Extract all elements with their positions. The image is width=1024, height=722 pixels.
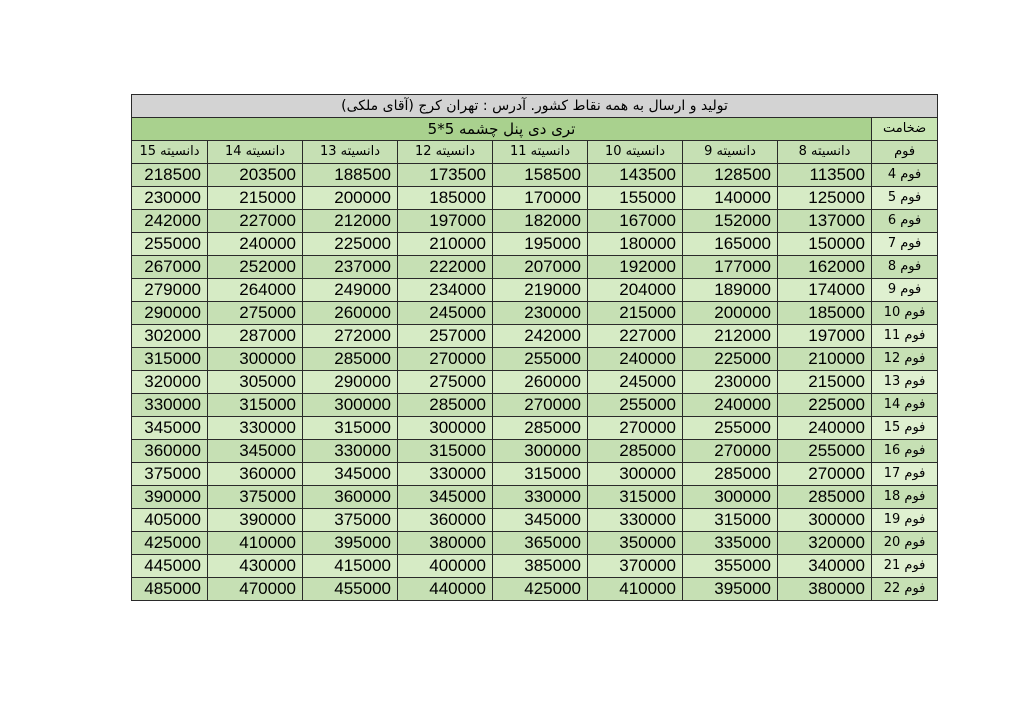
table-row	[132, 394, 938, 417]
price-cell: 290000	[132, 302, 208, 325]
foam-label-cell: فوم 16	[872, 440, 938, 463]
price-cell: 300000	[493, 440, 588, 463]
price-cell: 177000	[683, 256, 778, 279]
price-cell: 345000	[398, 486, 493, 509]
price-cell: 185000	[398, 187, 493, 210]
price-cell: 162000	[778, 256, 872, 279]
foam-label-cell: فوم 11	[872, 325, 938, 348]
price-cell: 330000	[398, 463, 493, 486]
price-cell: 445000	[132, 555, 208, 578]
table-row	[132, 440, 938, 463]
table-row	[132, 164, 938, 187]
price-cell: 335000	[683, 532, 778, 555]
table-row	[132, 256, 938, 279]
column-header-density: دانسیته 11	[493, 141, 588, 164]
price-cell: 155000	[588, 187, 683, 210]
price-cell: 455000	[303, 578, 398, 601]
price-cell: 390000	[132, 486, 208, 509]
page-title: تولید و ارسال به همه نقاط کشور. آدرس : تهران کرج (آقای ملکی)	[132, 95, 938, 118]
price-cell: 320000	[132, 371, 208, 394]
price-cell: 219000	[493, 279, 588, 302]
price-cell: 260000	[493, 371, 588, 394]
price-cell: 197000	[778, 325, 872, 348]
foam-label-cell: فوم 20	[872, 532, 938, 555]
price-cell: 242000	[132, 210, 208, 233]
price-cell: 204000	[588, 279, 683, 302]
foam-label-cell: فوم 19	[872, 509, 938, 532]
table-row	[132, 532, 938, 555]
price-table	[131, 94, 938, 601]
price-cell: 218500	[132, 164, 208, 187]
table-row	[132, 509, 938, 532]
price-cell: 410000	[208, 532, 303, 555]
price-cell: 210000	[398, 233, 493, 256]
price-cell: 345000	[132, 417, 208, 440]
price-cell: 234000	[398, 279, 493, 302]
price-cell: 113500	[778, 164, 872, 187]
price-cell: 290000	[303, 371, 398, 394]
column-header-density: دانسیته 9	[683, 141, 778, 164]
price-cell: 430000	[208, 555, 303, 578]
price-cell: 270000	[588, 417, 683, 440]
table-row	[132, 371, 938, 394]
price-cell: 330000	[493, 486, 588, 509]
price-cell: 158500	[493, 164, 588, 187]
foam-label-cell: فوم 22	[872, 578, 938, 601]
price-cell: 182000	[493, 210, 588, 233]
price-cell: 270000	[778, 463, 872, 486]
price-cell: 380000	[398, 532, 493, 555]
column-header-density: دانسیته 13	[303, 141, 398, 164]
price-cell: 285000	[588, 440, 683, 463]
price-cell: 227000	[588, 325, 683, 348]
table-row	[132, 578, 938, 601]
price-cell: 270000	[683, 440, 778, 463]
price-cell: 237000	[303, 256, 398, 279]
column-header-density: دانسیته 8	[778, 141, 872, 164]
price-cell: 189000	[683, 279, 778, 302]
price-cell: 264000	[208, 279, 303, 302]
price-cell: 255000	[683, 417, 778, 440]
price-cell: 305000	[208, 371, 303, 394]
price-cell: 188500	[303, 164, 398, 187]
price-cell: 185000	[778, 302, 872, 325]
price-cell: 285000	[493, 417, 588, 440]
price-cell: 400000	[398, 555, 493, 578]
price-cell: 315000	[208, 394, 303, 417]
price-cell: 345000	[493, 509, 588, 532]
table-row	[132, 348, 938, 371]
price-cell: 385000	[493, 555, 588, 578]
table-row	[132, 486, 938, 509]
table-row	[132, 210, 938, 233]
price-cell: 395000	[303, 532, 398, 555]
price-cell: 255000	[588, 394, 683, 417]
thickness-label: ضخامت	[872, 118, 938, 141]
price-cell: 167000	[588, 210, 683, 233]
price-cell: 330000	[132, 394, 208, 417]
price-cell: 375000	[303, 509, 398, 532]
price-cell: 212000	[303, 210, 398, 233]
price-cell: 192000	[588, 256, 683, 279]
price-cell: 300000	[303, 394, 398, 417]
price-cell: 360000	[398, 509, 493, 532]
price-cell: 240000	[208, 233, 303, 256]
foam-label-cell: فوم 4	[872, 164, 938, 187]
price-cell: 315000	[493, 463, 588, 486]
price-cell: 375000	[208, 486, 303, 509]
foam-label-cell: فوم 5	[872, 187, 938, 210]
price-cell: 302000	[132, 325, 208, 348]
price-cell: 279000	[132, 279, 208, 302]
price-cell: 212000	[683, 325, 778, 348]
price-cell: 180000	[588, 233, 683, 256]
column-header-density: دانسیته 14	[208, 141, 303, 164]
foam-label-cell: فوم 21	[872, 555, 938, 578]
price-cell: 150000	[778, 233, 872, 256]
foam-label-cell: فوم 8	[872, 256, 938, 279]
price-cell: 195000	[493, 233, 588, 256]
foam-label-cell: فوم 17	[872, 463, 938, 486]
price-cell: 425000	[132, 532, 208, 555]
price-cell: 340000	[778, 555, 872, 578]
price-cell: 410000	[588, 578, 683, 601]
price-cell: 345000	[303, 463, 398, 486]
price-cell: 330000	[303, 440, 398, 463]
price-cell: 227000	[208, 210, 303, 233]
price-cell: 225000	[683, 348, 778, 371]
price-cell: 200000	[683, 302, 778, 325]
price-cell: 440000	[398, 578, 493, 601]
price-cell: 200000	[303, 187, 398, 210]
foam-label-cell: فوم 6	[872, 210, 938, 233]
price-cell: 285000	[683, 463, 778, 486]
price-cell: 137000	[778, 210, 872, 233]
price-cell: 128500	[683, 164, 778, 187]
price-cell: 230000	[132, 187, 208, 210]
price-cell: 380000	[778, 578, 872, 601]
foam-label-cell: فوم 13	[872, 371, 938, 394]
price-cell: 143500	[588, 164, 683, 187]
foam-label-cell: فوم 15	[872, 417, 938, 440]
price-cell: 360000	[208, 463, 303, 486]
price-cell: 170000	[493, 187, 588, 210]
table-row	[132, 555, 938, 578]
price-cell: 257000	[398, 325, 493, 348]
table-row	[132, 463, 938, 486]
table-row	[132, 417, 938, 440]
price-cell: 215000	[588, 302, 683, 325]
price-table-body	[132, 95, 938, 601]
column-header-row	[132, 141, 938, 164]
foam-label-cell: فوم 14	[872, 394, 938, 417]
price-cell: 375000	[132, 463, 208, 486]
price-cell: 320000	[778, 532, 872, 555]
price-cell: 197000	[398, 210, 493, 233]
column-header-density: دانسیته 12	[398, 141, 493, 164]
price-cell: 300000	[588, 463, 683, 486]
price-cell: 215000	[208, 187, 303, 210]
table-row	[132, 279, 938, 302]
price-cell: 330000	[588, 509, 683, 532]
price-cell: 315000	[303, 417, 398, 440]
price-cell: 287000	[208, 325, 303, 348]
price-cell: 355000	[683, 555, 778, 578]
foam-label-cell: فوم 7	[872, 233, 938, 256]
price-cell: 245000	[588, 371, 683, 394]
price-cell: 300000	[398, 417, 493, 440]
product-subtitle: تری دی پنل چشمه 5*5	[132, 118, 872, 141]
price-cell: 152000	[683, 210, 778, 233]
column-header-density: دانسیته 10	[588, 141, 683, 164]
table-row	[132, 233, 938, 256]
price-cell: 267000	[132, 256, 208, 279]
price-cell: 285000	[303, 348, 398, 371]
table-row	[132, 302, 938, 325]
title-row	[132, 95, 938, 118]
price-cell: 255000	[493, 348, 588, 371]
price-cell: 405000	[132, 509, 208, 532]
price-cell: 425000	[493, 578, 588, 601]
price-cell: 365000	[493, 532, 588, 555]
price-cell: 415000	[303, 555, 398, 578]
price-cell: 203500	[208, 164, 303, 187]
foam-label-cell: فوم 18	[872, 486, 938, 509]
table-row	[132, 325, 938, 348]
price-cell: 255000	[778, 440, 872, 463]
price-cell: 240000	[588, 348, 683, 371]
price-cell: 225000	[778, 394, 872, 417]
price-cell: 345000	[208, 440, 303, 463]
column-header-foam: فوم	[872, 141, 938, 164]
price-cell: 270000	[493, 394, 588, 417]
table-row	[132, 187, 938, 210]
price-cell: 275000	[398, 371, 493, 394]
price-cell: 173500	[398, 164, 493, 187]
price-cell: 252000	[208, 256, 303, 279]
price-cell: 470000	[208, 578, 303, 601]
price-cell: 260000	[303, 302, 398, 325]
price-cell: 275000	[208, 302, 303, 325]
price-cell: 222000	[398, 256, 493, 279]
price-cell: 370000	[588, 555, 683, 578]
price-cell: 300000	[683, 486, 778, 509]
price-cell: 225000	[303, 233, 398, 256]
price-cell: 230000	[493, 302, 588, 325]
price-cell: 350000	[588, 532, 683, 555]
price-cell: 165000	[683, 233, 778, 256]
price-cell: 207000	[493, 256, 588, 279]
foam-label-cell: فوم 12	[872, 348, 938, 371]
price-cell: 315000	[683, 509, 778, 532]
price-cell: 140000	[683, 187, 778, 210]
price-cell: 485000	[132, 578, 208, 601]
price-cell: 230000	[683, 371, 778, 394]
price-cell: 215000	[778, 371, 872, 394]
price-cell: 240000	[683, 394, 778, 417]
price-cell: 174000	[778, 279, 872, 302]
price-cell: 300000	[208, 348, 303, 371]
price-cell: 390000	[208, 509, 303, 532]
price-cell: 272000	[303, 325, 398, 348]
price-cell: 315000	[398, 440, 493, 463]
price-cell: 270000	[398, 348, 493, 371]
price-cell: 255000	[132, 233, 208, 256]
price-cell: 360000	[303, 486, 398, 509]
price-cell: 249000	[303, 279, 398, 302]
price-cell: 285000	[398, 394, 493, 417]
subtitle-row	[132, 118, 938, 141]
foam-label-cell: فوم 10	[872, 302, 938, 325]
price-cell: 125000	[778, 187, 872, 210]
column-header-density: دانسیته 15	[132, 141, 208, 164]
foam-label-cell: فوم 9	[872, 279, 938, 302]
price-cell: 285000	[778, 486, 872, 509]
price-cell: 242000	[493, 325, 588, 348]
price-cell: 395000	[683, 578, 778, 601]
price-cell: 315000	[588, 486, 683, 509]
price-cell: 210000	[778, 348, 872, 371]
price-cell: 360000	[132, 440, 208, 463]
price-cell: 245000	[398, 302, 493, 325]
price-cell: 300000	[778, 509, 872, 532]
price-cell: 315000	[132, 348, 208, 371]
price-cell: 330000	[208, 417, 303, 440]
price-cell: 240000	[778, 417, 872, 440]
